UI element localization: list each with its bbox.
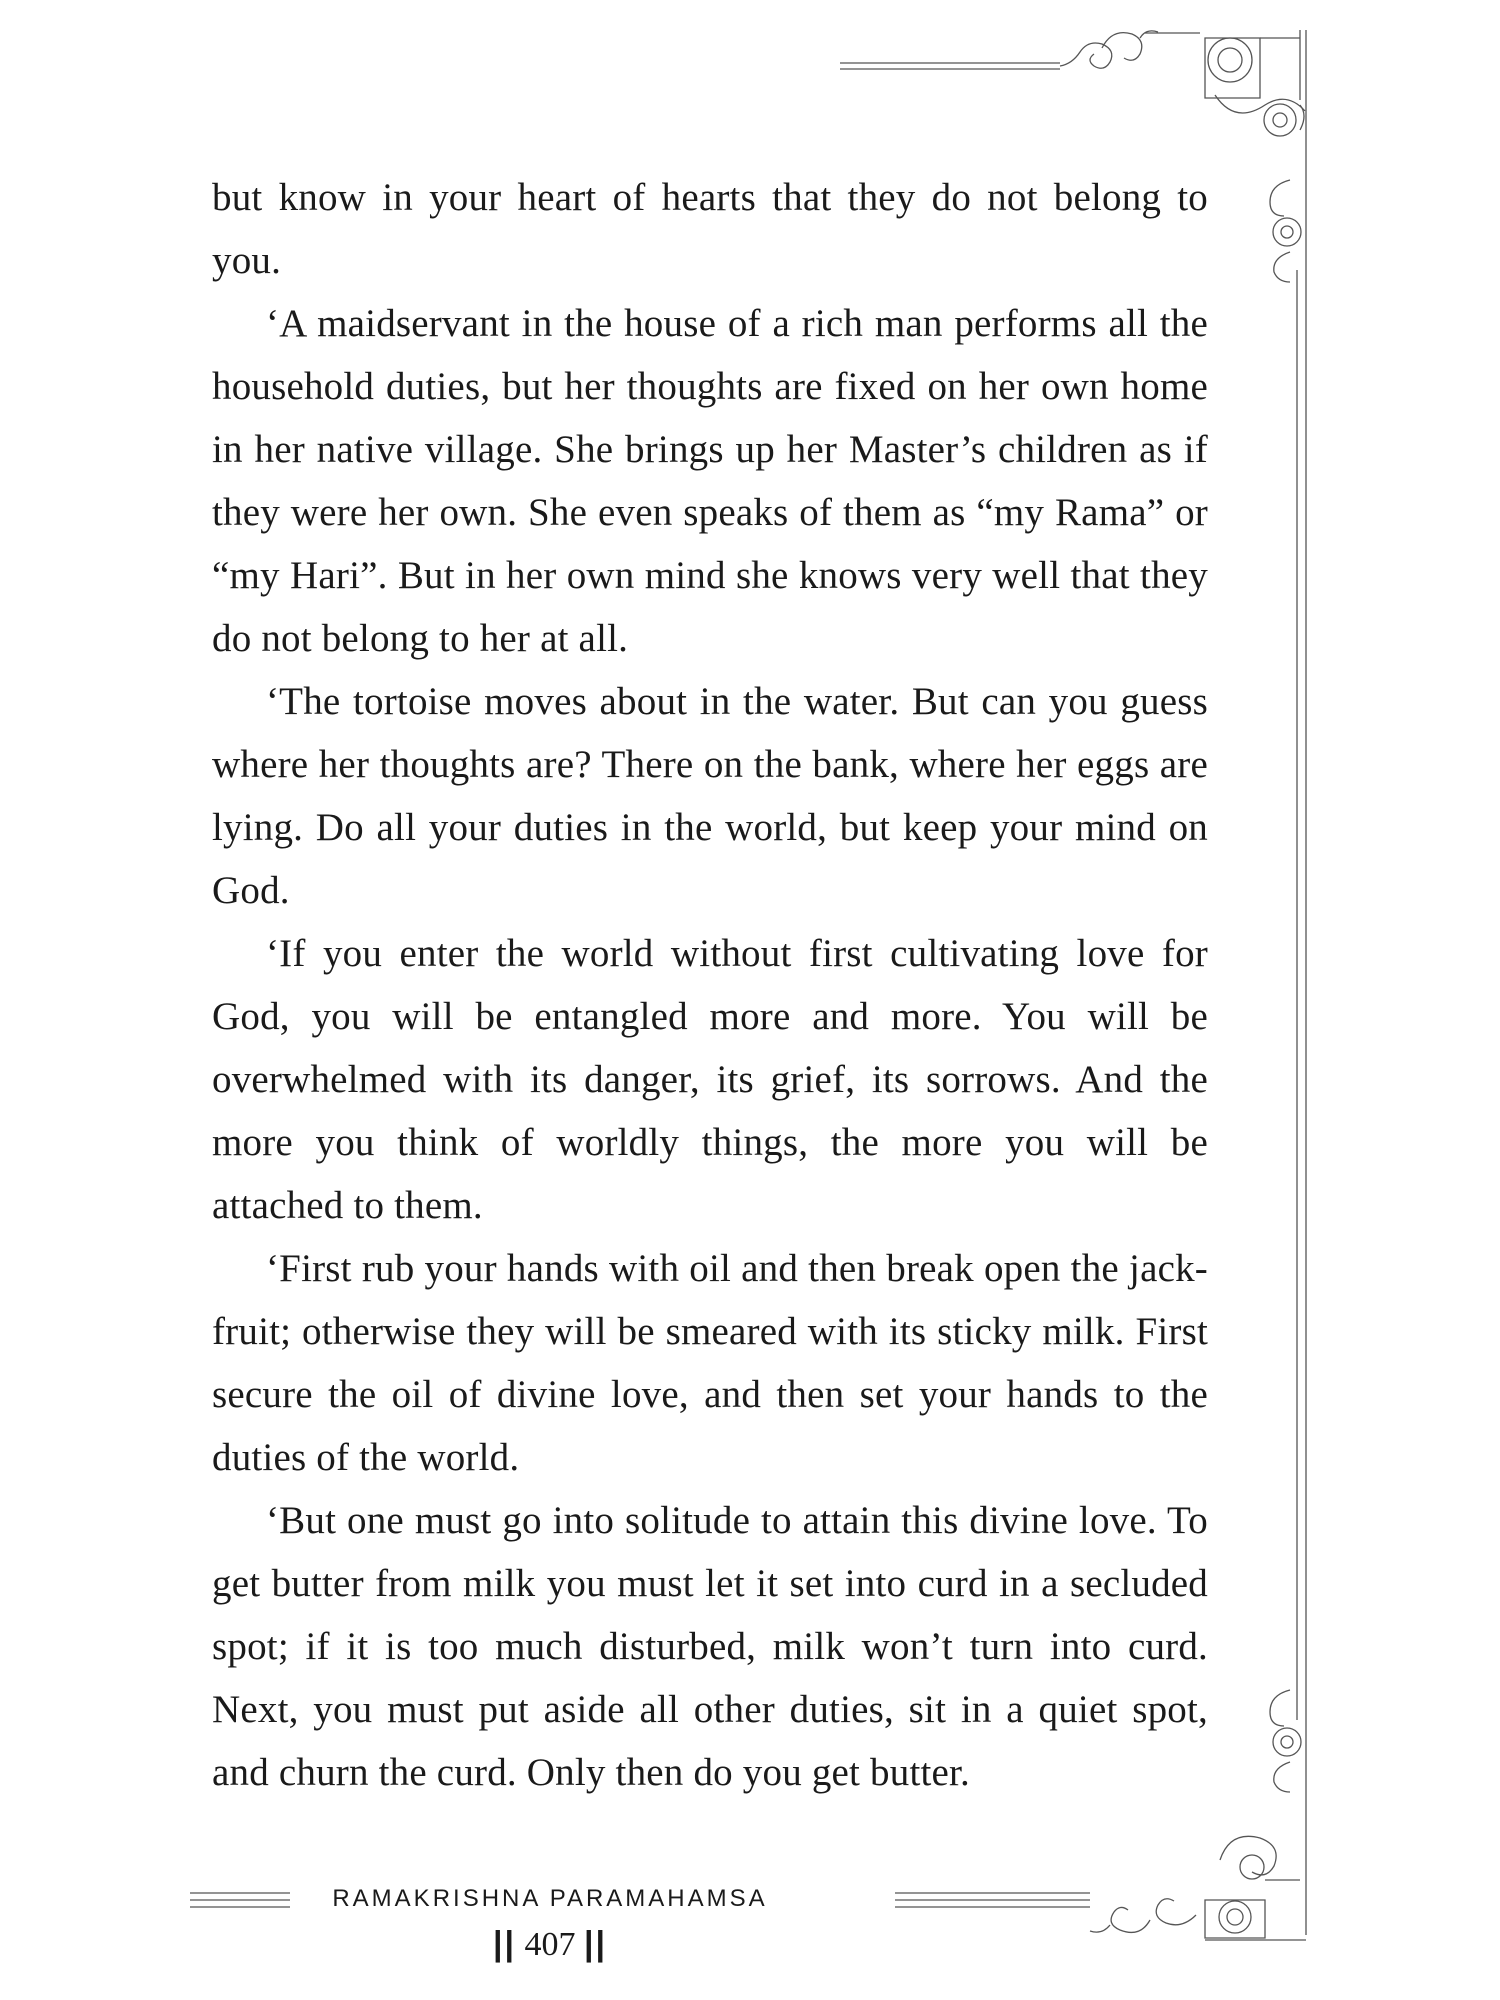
paragraph-solitude: ‘But one must go into solitude to attain this divine love. To get butter from milk you must let it set into curd in a secluded spot; if it is too much disturbed, milk won’t turn into curd. Next, you must put aside all other duties, sit in a quiet spot, and churn the curd. Only then do you get butter.: [212, 1499, 1208, 1794]
top-rule: [840, 33, 1200, 69]
upper-side-scroll-icon: [1270, 180, 1301, 282]
page-number: 407: [524, 1926, 576, 1963]
page-bars-left: ||: [492, 1925, 516, 1963]
paragraph-continuation: but know in your heart of hearts that they do not belong to you.: [212, 176, 1208, 282]
paragraph-cultivating-love: ‘If you enter the world without first cultivating love for God, you will be entangled more and more. You will be overwhelmed with its danger, its grief, its sorrows. And the more you think of worldly things, the more you will be attached to them.: [212, 932, 1208, 1227]
paragraph-maidservant: ‘A maidservant in the house of a rich man performs all the household duties, but her thoughts are fixed on her own home in her native village. She brings up her Master’s children as if they were her own. She even speaks of them as “my Rama” or “my Hari”. But in her own mind she knows very well that they do not belong to her at all.: [212, 302, 1208, 660]
body-text: [212, 166, 1208, 1804]
top-corner-scroll-icon: [1060, 30, 1305, 136]
running-title: RAMAKRISHNA PARAMAHAMSA: [332, 1885, 768, 1912]
right-border: [1297, 30, 1306, 1935]
lower-side-scroll-icon: [1270, 1690, 1301, 1792]
paragraph-tortoise: ‘The tortoise moves about in the water. But can you guess where her thoughts are? There on the bank, where her eggs are lying. Do all your duties in the world, but keep your mind on God.: [212, 680, 1208, 912]
page-number-block: [450, 1925, 650, 1964]
page-bars-right: ||: [584, 1925, 608, 1963]
paragraph-jack-fruit: ‘First rub your hands with oil and then break open the jack-fruit; otherwise they will be smeared with its sticky milk. First secure the oil of divine love, and then set your hands to the duties of the world.: [212, 1247, 1208, 1479]
bottom-corner-scroll-icon: [1090, 1836, 1306, 1940]
